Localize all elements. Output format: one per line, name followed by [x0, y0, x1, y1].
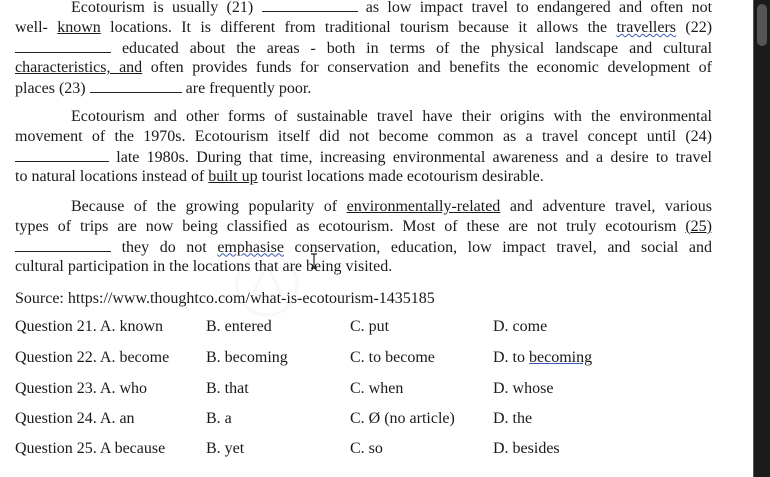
paragraph-3 [15, 197, 712, 277]
option-d[interactable]: D. the [493, 410, 533, 427]
text-run: are frequently poor. [185, 80, 312, 98]
text-run: conservation, education, low impact travel, and social and [294, 238, 713, 256]
question-stem-option-a[interactable]: Question 23. A. who [15, 380, 147, 397]
text-run: types of trips are now being classified as ecotourism. Most of these are not truly ecotourism [15, 217, 677, 235]
paragraph-line [15, 58, 712, 78]
scrollbar-thumb[interactable] [757, 4, 767, 46]
option-b[interactable]: B. a [206, 410, 232, 427]
paragraph-line [15, 18, 712, 38]
vertical-scrollbar[interactable] [753, 0, 770, 477]
question-row-22 [15, 348, 655, 368]
paragraph-2 [15, 107, 712, 187]
text-run: Because of the growing popularity of [71, 198, 338, 215]
text-run: well- [15, 18, 48, 36]
text-run: late 1980s. During that time, increasing environmental awareness and a desire to travel [116, 148, 713, 166]
option-b[interactable]: B. yet [206, 440, 245, 457]
paragraph-line [15, 167, 712, 187]
text-run: Ecotourism and other forms of sustainable travel have their origins with the environmental [71, 108, 712, 125]
answer-blank-21[interactable] [262, 0, 358, 12]
text-cursor-icon [309, 253, 319, 269]
text-run: cultural participation in the locations that are being visited. [15, 258, 393, 276]
option-c[interactable]: C. put [350, 318, 390, 335]
question-stem-option-a[interactable]: Question 25. A because [15, 440, 166, 457]
option-c[interactable]: C. to become [350, 349, 435, 366]
paragraph-line [15, 38, 712, 59]
text-run: (22) [685, 18, 713, 36]
text-run: they do not [121, 238, 207, 256]
option-d[interactable]: D. whose [493, 380, 554, 397]
text-run: tourist locations made ecotourism desirable. [261, 168, 544, 186]
paragraph-line [15, 197, 712, 217]
text-run: locations. It is different from traditional tourism because it allows the [110, 18, 608, 36]
option-b[interactable]: B. becoming [206, 349, 288, 366]
watermark-logo-icon [232, 250, 302, 320]
option-d[interactable] [493, 348, 592, 368]
underlined-phrase: characteristics, and [15, 59, 143, 77]
text-run: places (23) [15, 80, 86, 98]
paragraph-line [15, 257, 712, 277]
question-stem-option-a[interactable]: Question 22. A. become [15, 349, 170, 366]
underlined-phrase: built up [208, 168, 258, 186]
option-b[interactable]: B. entered [206, 318, 272, 335]
answer-blank-25[interactable] [15, 237, 111, 252]
paragraph-line [15, 127, 712, 147]
underlined-word: known [57, 18, 101, 36]
text-run: movement of the 1970s. Ecotourism itself did not become common as a travel concept until (24) [15, 127, 712, 145]
text-run: to natural locations instead of [15, 168, 205, 186]
question-stem-option-a[interactable]: Question 21. A. known [15, 318, 163, 335]
question-row-23 [15, 379, 655, 399]
paragraph-1 [15, 0, 712, 99]
text-run: Ecotourism is usually (21) [71, 0, 254, 16]
option-d[interactable]: D. come [493, 318, 548, 335]
answer-blank-23[interactable] [90, 78, 182, 93]
spellcheck-word[interactable]: emphasise [217, 238, 284, 256]
question-row-24 [15, 409, 655, 429]
question-row-25 [15, 439, 655, 459]
option-d-underlined-word: becoming [529, 349, 593, 366]
spellcheck-word[interactable]: travellers [616, 18, 677, 36]
paragraph-line [15, 78, 712, 99]
question-stem-option-a[interactable]: Question 24. A. an [15, 410, 135, 427]
option-d-prefix: D. to [493, 349, 529, 366]
source-citation: Source: https://www.thoughtco.com/what-is-ecotourism-1435185 [15, 290, 435, 307]
text-run: often provides funds for conservation and benefits the economic development of [150, 59, 712, 77]
paragraph-line [15, 237, 712, 258]
paragraph-line [15, 147, 712, 168]
underlined-number: (25) [685, 217, 712, 235]
text-run: and adventure travel, various [509, 198, 713, 215]
option-d[interactable]: D. besides [493, 440, 560, 457]
paragraph-line [15, 0, 712, 18]
answer-blank-24[interactable] [15, 147, 109, 162]
option-b[interactable]: B. that [206, 380, 249, 397]
option-c[interactable]: C. Ø (no article) [350, 410, 455, 427]
option-c[interactable]: C. so [350, 440, 383, 457]
text-run: as low impact travel to endangered and often not [365, 0, 713, 16]
text-run: educated about the areas - both in terms of the physical landscape and cultural [121, 39, 713, 57]
paragraph-line [15, 217, 712, 237]
paragraph-line [15, 107, 712, 127]
option-c[interactable]: C. when [350, 380, 404, 397]
underlined-phrase: environmentally-related [346, 198, 501, 215]
answer-blank-22[interactable] [15, 38, 111, 53]
question-row-21 [15, 317, 655, 337]
